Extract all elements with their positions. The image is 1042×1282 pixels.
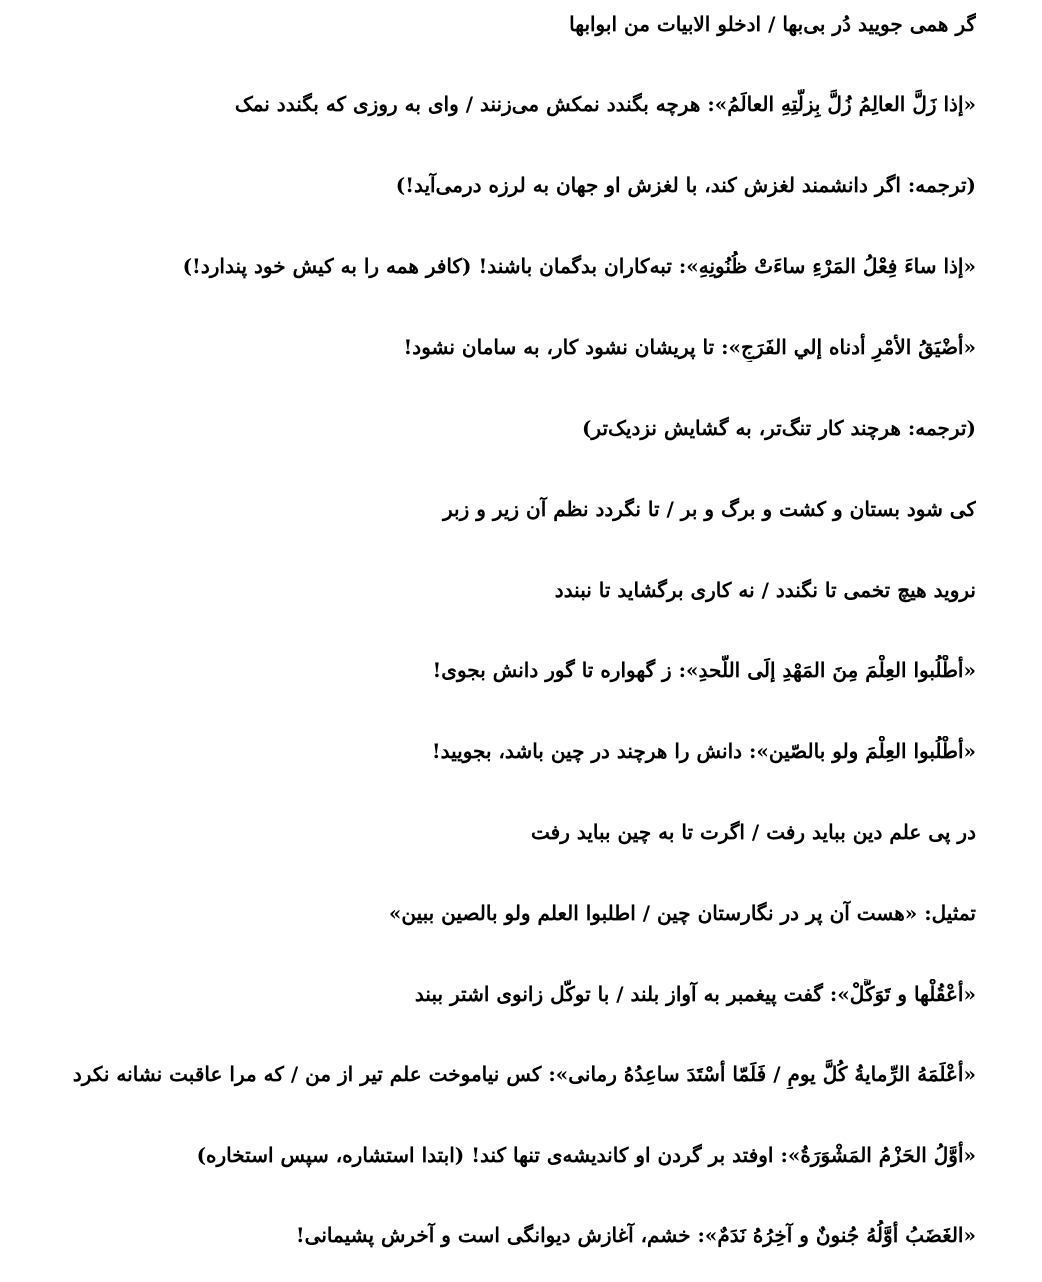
- text-line: «أوَّلُ الحَزْمُ المَشْوَرَةُ»: اوفتد بر گردن او کاندیشه‌ی تنها کند! (ابتدا استشاره، سپس استخاره): [196, 1143, 976, 1167]
- text-line: (ترجمه: هرچند کار تنگ‌تر، به گشایش نزدیک‌تر): [581, 416, 976, 440]
- text-line: نروید هیچ تخمی تا نگندد / نه کاری برگشاید تا نبندد: [554, 578, 976, 602]
- text-line: «أضْيَقُ الأمْرِ أدناه إلي الفَرَجِ»: تا پریشان نشود کار، به سامان نشود!: [403, 335, 976, 359]
- text-line: «أعْلَمَهُ الرِّمایةُ کُلَّ یومٍ / فَلَمّا أسْتَدَ ساعِدُهُ رمانی»: کس نیاموخت علم تیر از من / که مرا عاقبت نشانه نکرد: [72, 1062, 976, 1086]
- text-line: «أطْلُبوا العِلْمَ ولو بالصّین»: دانش را هرچند در چین باشد، بجویید!: [431, 739, 976, 763]
- text-line: «إذا ساءَ فِعْلُ المَرْءِ ساءَتْ ظُنُونِهِ»: تبه‌کاران بدگمان باشند! (کافر همه را به کیش خود پندارد!): [182, 254, 976, 278]
- text-line: گر همی جویید دُر بی‌بها / ادخلو الابیات من ابوابها: [569, 12, 976, 36]
- text-line: «أطْلُبوا العِلْمَ مِنَ المَهْدِ إلَی اللَّحدِ»: ز گهواره تا گور دانش بجوی!: [432, 658, 976, 682]
- text-line: «إذا زَلَّ العالِمُ زُلَّ بِزلَّتِهِ العالَمُ»: هرچه بگندد نمکش می‌زنند / وای به روزی که بگندد نمک: [234, 92, 976, 116]
- text-line: «الغَضَبُ أوَّلُهُ جُنونٌ و آخِرُهُ نَدَمٌ»: خشم، آغازش دیوانگی است و آخرش پشیمانی!: [295, 1223, 976, 1247]
- text-line: تمثیل: «هست آن پر در نگارستان چین / اطلبوا العلم ولو بالصین ببین»: [388, 901, 976, 925]
- text-line: کی شود بستان و کشت و برگ و بر / تا نگردد نظم آن زیر و زبر: [442, 497, 976, 521]
- text-line: (ترجمه: اگر دانشمند لغزش کند، با لغزش او جهان به لرزه درمی‌آید!): [395, 173, 976, 197]
- text-line: «أعْقُلْها و تَوَکَّلْ»: گفت پیغمبر به آواز بلند / با توکّل زانوی اشتر ببند: [414, 982, 976, 1006]
- text-line: در پی علم دین بباید رفت / اگرت تا به چین بباید رفت: [531, 820, 976, 844]
